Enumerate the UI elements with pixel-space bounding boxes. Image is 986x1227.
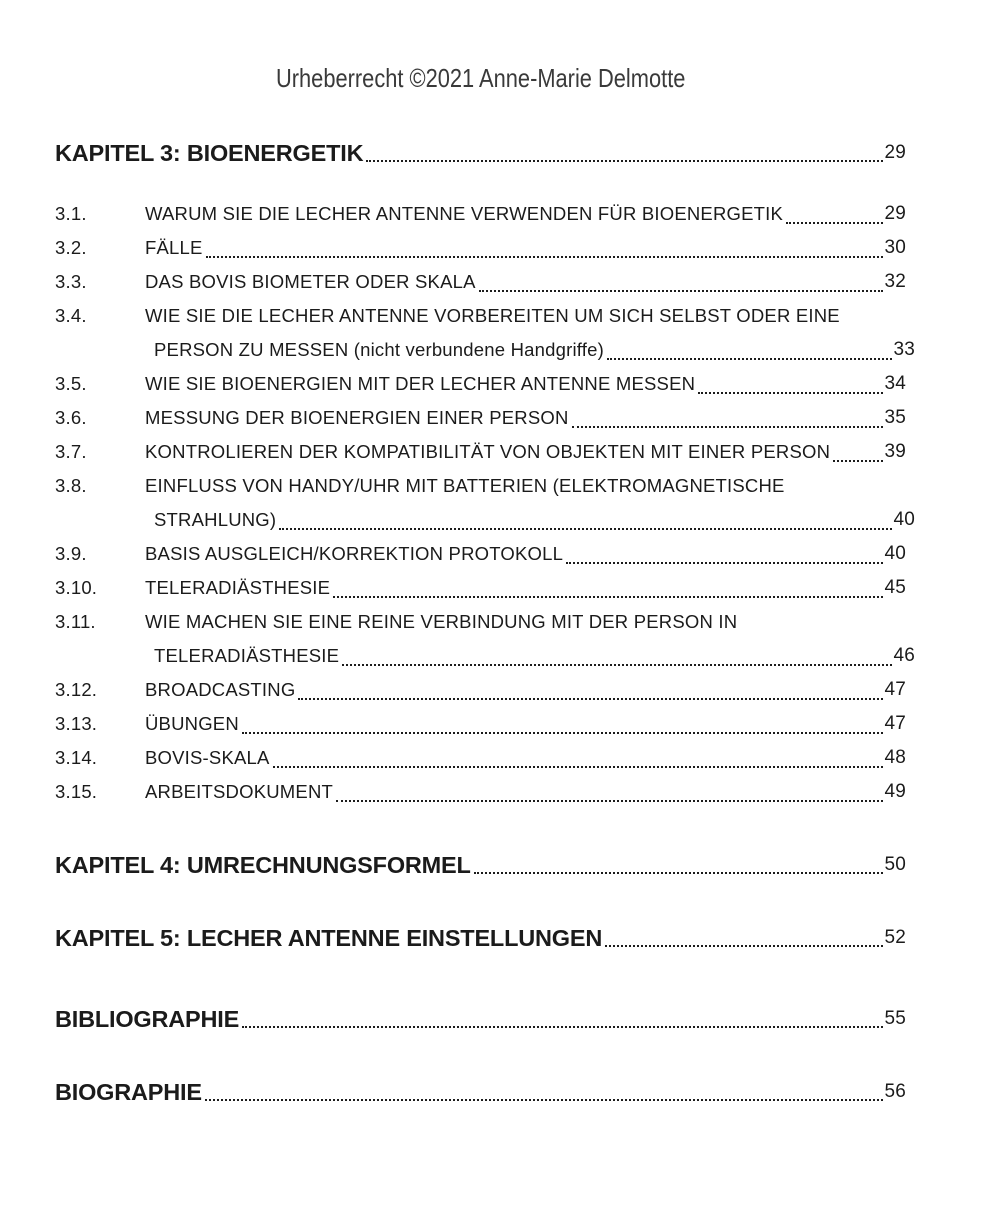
toc-line — [55, 1075, 906, 1109]
toc-entry-row — [55, 401, 906, 435]
toc-line — [55, 136, 906, 170]
toc-line — [145, 707, 906, 741]
toc-entry-title: TELERADIÄSTHESIE — [154, 645, 340, 666]
toc-page-number: 45 — [884, 577, 906, 598]
toc-line — [145, 503, 915, 537]
toc-page-number: 33 — [893, 339, 915, 360]
toc-entry-body — [145, 401, 906, 435]
dot-leader — [242, 732, 884, 734]
toc-line — [55, 848, 906, 882]
toc-line — [55, 1002, 906, 1036]
toc-entry-row — [55, 741, 906, 775]
toc-chapter-row — [55, 921, 906, 955]
toc-entry-row — [55, 435, 906, 469]
toc-page-number: 55 — [884, 1008, 906, 1029]
toc-page-number: 49 — [884, 781, 906, 802]
toc-line — [145, 537, 906, 571]
toc-chapter-row — [55, 1002, 906, 1036]
dot-leader — [205, 1099, 884, 1101]
toc-chapter-title: KAPITEL 3: BIOENERGETIK — [55, 140, 364, 166]
toc-entry-row — [55, 605, 915, 673]
toc-entry-row — [55, 775, 906, 809]
toc-entry-title: KONTROLIEREN DER KOMPATIBILITÄT VON OBJEKTEN MIT EINER PERSON — [145, 441, 831, 462]
toc-entry-title: MESSUNG DER BIOENERGIEN EINER PERSON — [145, 407, 569, 428]
toc-entry-row — [55, 571, 906, 605]
toc-entry-number: 3.1. — [55, 203, 87, 224]
toc-line — [145, 741, 906, 775]
toc-entry-title: WIE SIE DIE LECHER ANTENNE VORBEREITEN UM SICH SELBST ODER EINE — [145, 305, 840, 326]
toc-entry-number: 3.15. — [55, 781, 98, 802]
dot-leader — [333, 596, 883, 598]
toc-page-number: 29 — [884, 142, 906, 163]
toc-entry-row — [55, 231, 906, 265]
toc-entry-body — [145, 571, 906, 605]
toc-entry-title: STRAHLUNG) — [154, 509, 277, 530]
toc-entry-title: PERSON ZU MESSEN (nicht verbundene Handgriffe) — [154, 339, 604, 360]
toc-entry-title: TELERADIÄSTHESIE — [145, 577, 331, 598]
toc-entry-body — [145, 299, 915, 367]
toc-page-number: 29 — [884, 203, 906, 224]
toc-line — [145, 571, 906, 605]
toc-entry-body — [145, 741, 906, 775]
toc-entry-body — [145, 367, 906, 401]
toc-page-number: 46 — [893, 645, 915, 666]
dot-leader — [607, 358, 892, 360]
dot-leader — [479, 290, 884, 292]
toc-page-number: 30 — [884, 237, 906, 258]
toc-entry-body — [145, 265, 906, 299]
toc-entry-number: 3.12. — [55, 679, 98, 700]
dot-leader — [242, 1026, 883, 1028]
toc-entry-title: WIE SIE BIOENERGIEN MIT DER LECHER ANTENNE MESSEN — [145, 373, 696, 394]
toc-entry-body — [145, 435, 906, 469]
toc-entry-row — [55, 673, 906, 707]
toc-entry-title: WIE MACHEN SIE EINE REINE VERBINDUNG MIT DER PERSON IN — [145, 611, 738, 632]
toc-entry-number: 3.13. — [55, 713, 98, 734]
toc-entry-row — [55, 265, 906, 299]
toc-line — [55, 921, 906, 955]
toc-entry-title: EINFLUSS VON HANDY/UHR MIT BATTERIEN (ELEKTROMAGNETISCHE — [145, 475, 785, 496]
toc-entry-body — [145, 707, 906, 741]
toc-chapter-title: BIOGRAPHIE — [55, 1079, 202, 1105]
toc-entry-row — [55, 197, 906, 231]
toc-line — [145, 605, 906, 639]
toc-entry-title: BROADCASTING — [145, 679, 296, 700]
toc-line — [145, 367, 906, 401]
toc-entry-body — [145, 537, 906, 571]
toc-entry-body — [145, 197, 906, 231]
toc-page-number: 35 — [884, 407, 906, 428]
dot-leader — [342, 664, 892, 666]
toc-entry-number: 3.14. — [55, 747, 98, 768]
toc-chapter-body — [55, 1075, 906, 1109]
dot-leader — [474, 872, 884, 874]
toc-chapter-title: KAPITEL 5: LECHER ANTENNE EINSTELLUNGEN — [55, 925, 603, 951]
toc-entry-row — [55, 707, 906, 741]
dot-leader — [605, 945, 883, 947]
toc-page-number: 48 — [884, 747, 906, 768]
toc-page-number: 39 — [884, 441, 906, 462]
toc-entry-title: FÄLLE — [145, 237, 203, 258]
dot-leader — [786, 222, 883, 224]
toc-entry-body — [145, 605, 915, 673]
toc-page-number: 40 — [893, 509, 915, 530]
toc-entry-title: WARUM SIE DIE LECHER ANTENNE VERWENDEN FÜR BIOENERGETIK — [145, 203, 784, 224]
dot-leader — [298, 698, 883, 700]
toc-chapter-title: KAPITEL 4: UMRECHNUNGSFORMEL — [55, 852, 471, 878]
toc-entry-row — [55, 469, 915, 537]
toc-entry-number: 3.4. — [55, 305, 87, 326]
toc-entry-title: BASIS AUSGLEICH/KORREKTION PROTOKOLL — [145, 543, 564, 564]
toc-entry-title: BOVIS-SKALA — [145, 747, 270, 768]
toc-entry-number: 3.3. — [55, 271, 87, 292]
dot-leader — [572, 426, 884, 428]
dot-leader — [273, 766, 884, 768]
toc-entry-body — [145, 231, 906, 265]
toc-line — [145, 333, 915, 367]
toc-line — [145, 401, 906, 435]
toc-page-number: 52 — [884, 927, 906, 948]
toc-line — [145, 673, 906, 707]
toc-line — [145, 435, 906, 469]
toc-line — [145, 299, 906, 333]
toc-line — [145, 231, 906, 265]
toc-chapter-body — [55, 921, 906, 955]
toc-line — [145, 639, 915, 673]
toc-line — [145, 775, 906, 809]
toc-line — [145, 469, 906, 503]
toc-chapter-body — [55, 1002, 906, 1036]
toc-entry-number: 3.11. — [55, 611, 96, 632]
toc-entry-number: 3.7. — [55, 441, 87, 462]
toc-chapter-body — [55, 136, 906, 170]
toc-page-number: 34 — [884, 373, 906, 394]
toc-entry-body — [145, 673, 906, 707]
toc-entry-row — [55, 537, 906, 571]
toc-entry-title: ARBEITSDOKUMENT — [145, 781, 334, 802]
toc-entry-number: 3.6. — [55, 407, 87, 428]
toc-line — [145, 197, 906, 231]
dot-leader — [566, 562, 883, 564]
toc-page-number: 47 — [884, 679, 906, 700]
toc-entry-body — [145, 469, 915, 537]
toc-entry-number: 3.10. — [55, 577, 98, 598]
toc-entry-title: ÜBUNGEN — [145, 713, 239, 734]
toc-entry-number: 3.8. — [55, 475, 87, 496]
toc-entry-number: 3.9. — [55, 543, 87, 564]
toc-entry-row — [55, 367, 906, 401]
copyright-notice: Urheberrecht ©2021 Anne-Marie Delmotte — [275, 63, 686, 93]
toc-list — [55, 136, 915, 1109]
toc-chapter-title: BIBLIOGRAPHIE — [55, 1006, 240, 1032]
toc-entry-row — [55, 299, 915, 367]
page-header — [55, 58, 906, 98]
toc-entry-body — [145, 775, 906, 809]
dot-leader — [279, 528, 892, 530]
toc-chapter-row — [55, 848, 906, 882]
toc-page-number: 50 — [884, 854, 906, 875]
spacer — [55, 170, 906, 197]
toc-line — [145, 265, 906, 299]
toc-entry-title: DAS BOVIS BIOMETER ODER SKALA — [145, 271, 476, 292]
toc-entry-number: 3.2. — [55, 237, 87, 258]
toc-chapter-body — [55, 848, 906, 882]
dot-leader — [833, 460, 883, 462]
toc-entry-number: 3.5. — [55, 373, 87, 394]
dot-leader — [206, 256, 884, 258]
toc-page-number: 32 — [884, 271, 906, 292]
dot-leader — [336, 800, 883, 802]
toc-chapter-row — [55, 136, 906, 170]
dot-leader — [366, 160, 883, 162]
toc-page-number: 40 — [884, 543, 906, 564]
toc-chapter-row — [55, 1075, 906, 1109]
toc-page-number: 47 — [884, 713, 906, 734]
toc-page-number: 56 — [884, 1081, 906, 1102]
dot-leader — [698, 392, 883, 394]
